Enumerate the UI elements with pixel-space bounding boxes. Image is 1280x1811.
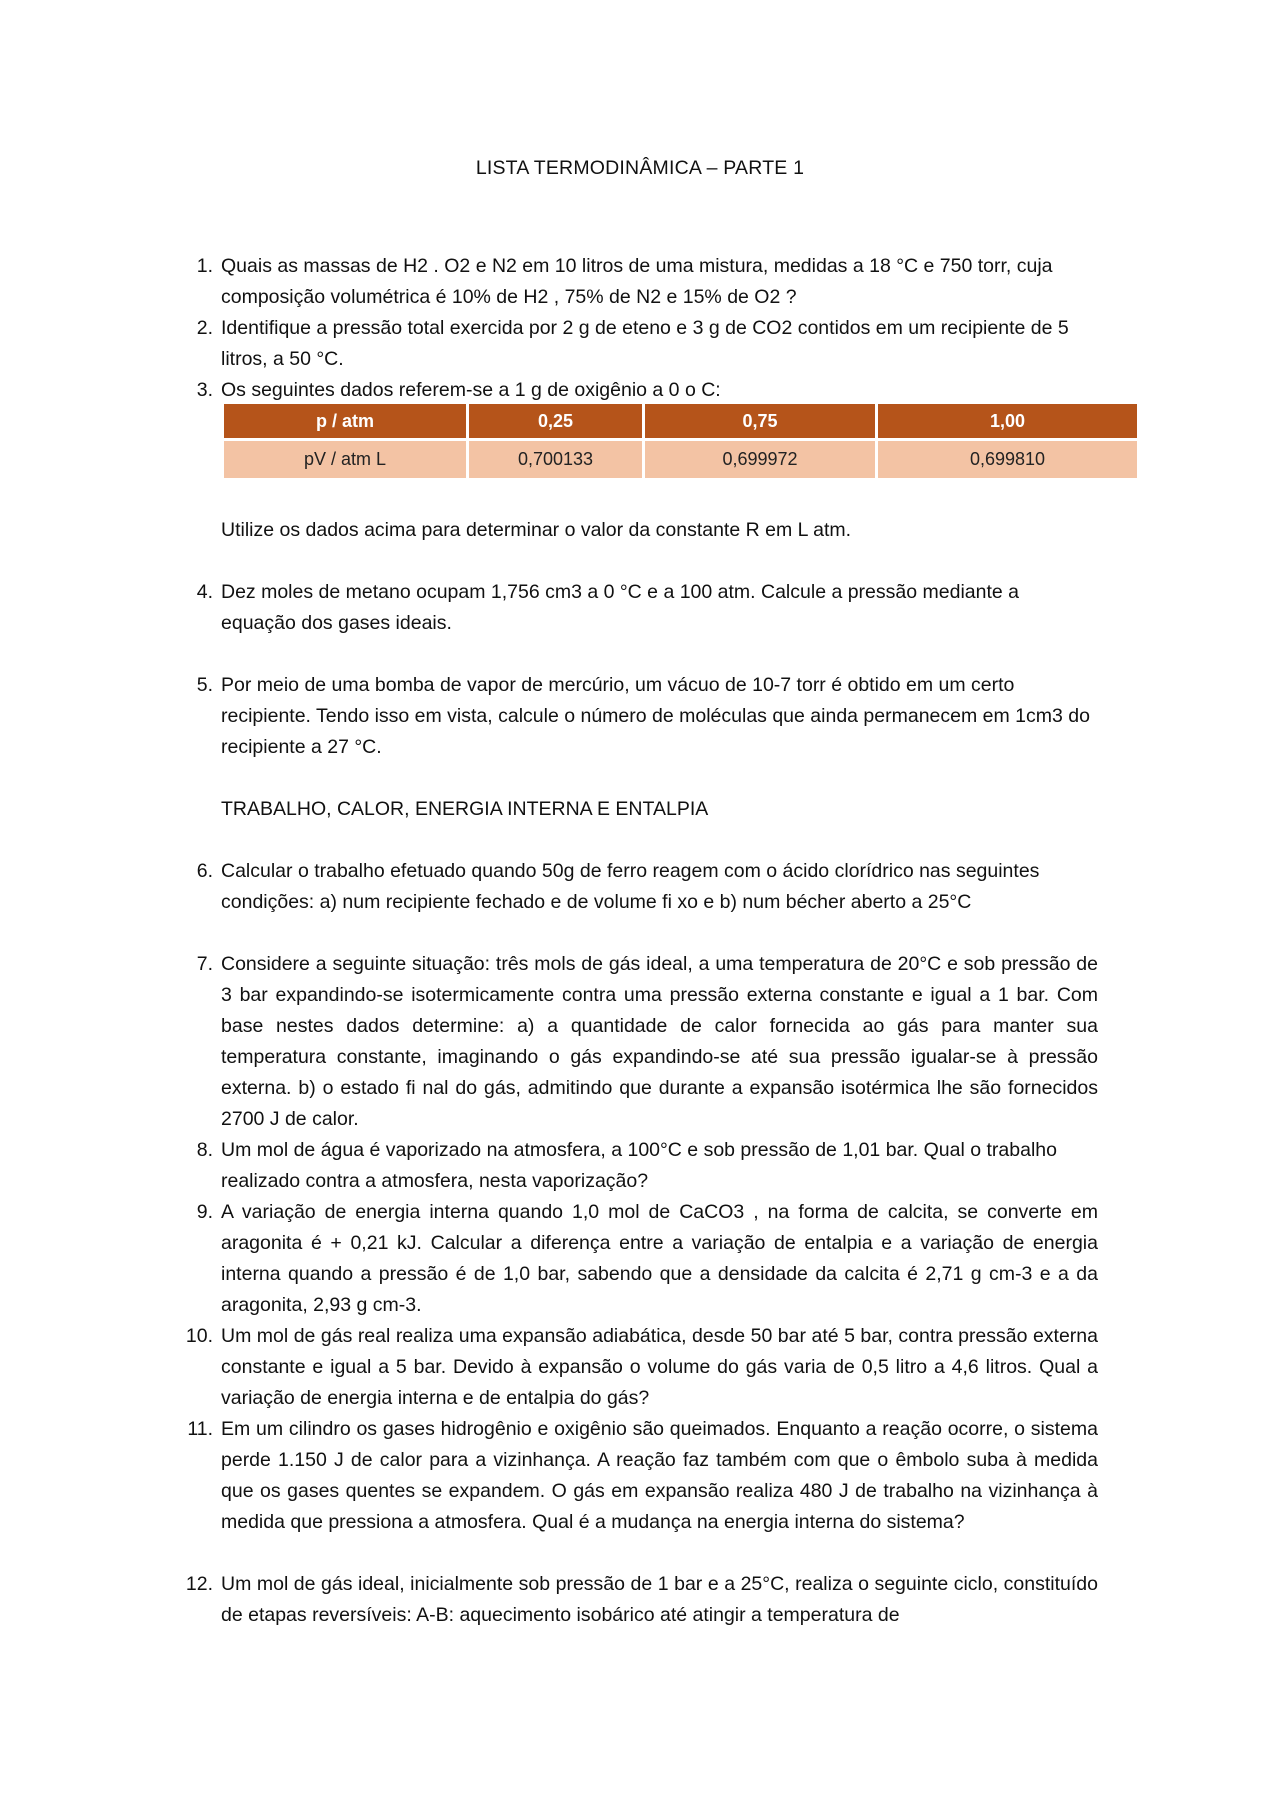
- question-3: [196, 375, 1098, 406]
- oxygen-data-table: [221, 404, 1140, 478]
- table-row: [223, 440, 1139, 479]
- table-note: Utilize os dados acima para determinar o valor da constante R em L atm.: [221, 519, 852, 541]
- table-cell: 0,699972: [644, 440, 877, 479]
- question-number: 2.: [196, 317, 213, 339]
- section-heading: TRABALHO, CALOR, ENERGIA INTERNA E ENTALPIA: [221, 798, 709, 820]
- table-header-row: [223, 404, 1139, 440]
- question-number: 5.: [196, 674, 213, 696]
- question-number: 8.: [196, 1139, 213, 1161]
- question-11: [187, 1414, 1098, 1538]
- table-header-cell: 0,75: [644, 404, 877, 440]
- table-header-cell: 1,00: [877, 404, 1139, 440]
- question-text: Identifique a pressão total exercida por 2 g de eteno e 3 g de CO2 contidos em um recipiente de 5 litros, a 50 °C.: [221, 317, 1069, 370]
- question-number: 6.: [196, 860, 213, 882]
- question-number: 4.: [196, 581, 213, 603]
- question-6: [196, 856, 1098, 918]
- question-10: [185, 1321, 1098, 1414]
- question-text: Dez moles de metano ocupam 1,756 cm3 a 0 °C e a 100 atm. Calcule a pressão mediante a equação dos gases ideais.: [221, 581, 1019, 634]
- question-number: 7.: [196, 953, 213, 975]
- question-number: 1.: [196, 255, 213, 277]
- question-text: Em um cilindro os gases hidrogênio e oxigênio são queimados. Enquanto a reação ocorre, o sistema perde 1.150 J de calor para a vizinhança. A reação faz também com que o êmbolo suba à medida que os gases quentes se expandem. O gás em expansão realiza 480 J de trabalho na vizinhança à medida que pressiona a atmosfera. Qual é a mudança na energia interna do sistema?: [221, 1418, 1098, 1533]
- question-number: 10.: [185, 1325, 213, 1347]
- question-text: Por meio de uma bomba de vapor de mercúrio, um vácuo de 10-7 torr é obtido em um certo recipiente. Tendo isso em vista, calcule o número de moléculas que ainda permanecem em 1cm3 do recipiente a 27 °C.: [221, 674, 1090, 758]
- question-9: [196, 1197, 1098, 1321]
- question-number: 9.: [196, 1201, 213, 1223]
- question-text: Um mol de água é vaporizado na atmosfera, a 100°C e sob pressão de 1,01 bar. Qual o trabalho realizado contra a atmosfera, nesta vaporização?: [221, 1139, 1057, 1192]
- page-title: LISTA TERMODINÂMICA – PARTE 1: [475, 157, 805, 179]
- question-text: Quais as massas de H2 . O2 e N2 em 10 litros de uma mistura, medidas a 18 °C e 750 torr, cuja composição volumétrica é 10% de H2 , 75% de N2 e 15% de O2 ?: [221, 255, 1053, 308]
- question-number: 11.: [187, 1418, 213, 1440]
- question-7: [196, 949, 1098, 1135]
- table-header-cell: 0,25: [468, 404, 644, 440]
- question-text: Os seguintes dados referem-se a 1 g de oxigênio a 0 o C:: [221, 379, 721, 401]
- table-cell: 0,700133: [468, 440, 644, 479]
- question-number: 3.: [196, 379, 213, 401]
- question-12: [185, 1569, 1098, 1631]
- question-text: Calcular o trabalho efetuado quando 50g de ferro reagem com o ácido clorídrico nas seguintes condições: a) num recipiente fechado e de volume fi xo e b) num bécher aberto a 25°C: [221, 860, 1040, 913]
- table-cell: pV / atm L: [223, 440, 468, 479]
- question-text: Um mol de gás ideal, inicialmente sob pressão de 1 bar e a 25°C, realiza o seguinte ciclo, constituído de etapas reversíveis: A-B: aquecimento isobárico até atingir a temperatura de: [221, 1573, 1098, 1626]
- table-cell: 0,699810: [877, 440, 1139, 479]
- question-number: 12.: [185, 1573, 213, 1595]
- question-text: A variação de energia interna quando 1,0 mol de CaCO3 , na forma de calcita, se converte em aragonita é + 0,21 kJ. Calcular a diferença entre a variação de entalpia e a variação de energia interna quando a pressão é de 1,0 bar, sabendo que a densidade da calcita é 2,71 g cm-3 e a da aragonita, 2,93 g cm-3.: [221, 1201, 1098, 1316]
- question-text: Considere a seguinte situação: três mols de gás ideal, a uma temperatura de 20°C e sob pressão de 3 bar expandindo-se isotermicamente contra uma pressão externa constante e igual a 1 bar. Com base nestes dados determine: a) a quantidade de calor fornecida ao gás para manter sua temperatura constante, imaginando o gás expandindo-se até sua pressão igualar-se à pressão externa. b) o estado fi nal do gás, admitindo que durante a expansão isotérmica lhe são fornecidos 2700 J de calor.: [221, 953, 1098, 1130]
- question-1: [196, 251, 1098, 313]
- question-8: [196, 1135, 1098, 1197]
- table-header-cell: p / atm: [223, 404, 468, 440]
- question-4: [196, 577, 1098, 639]
- question-text: Um mol de gás real realiza uma expansão adiabática, desde 50 bar até 5 bar, contra pressão externa constante e igual a 5 bar. Devido à expansão o volume do gás varia de 0,5 litro a 4,6 litros. Qual a variação de energia interna e de entalpia do gás?: [221, 1325, 1098, 1409]
- question-5: [196, 670, 1098, 763]
- question-2: [196, 313, 1098, 375]
